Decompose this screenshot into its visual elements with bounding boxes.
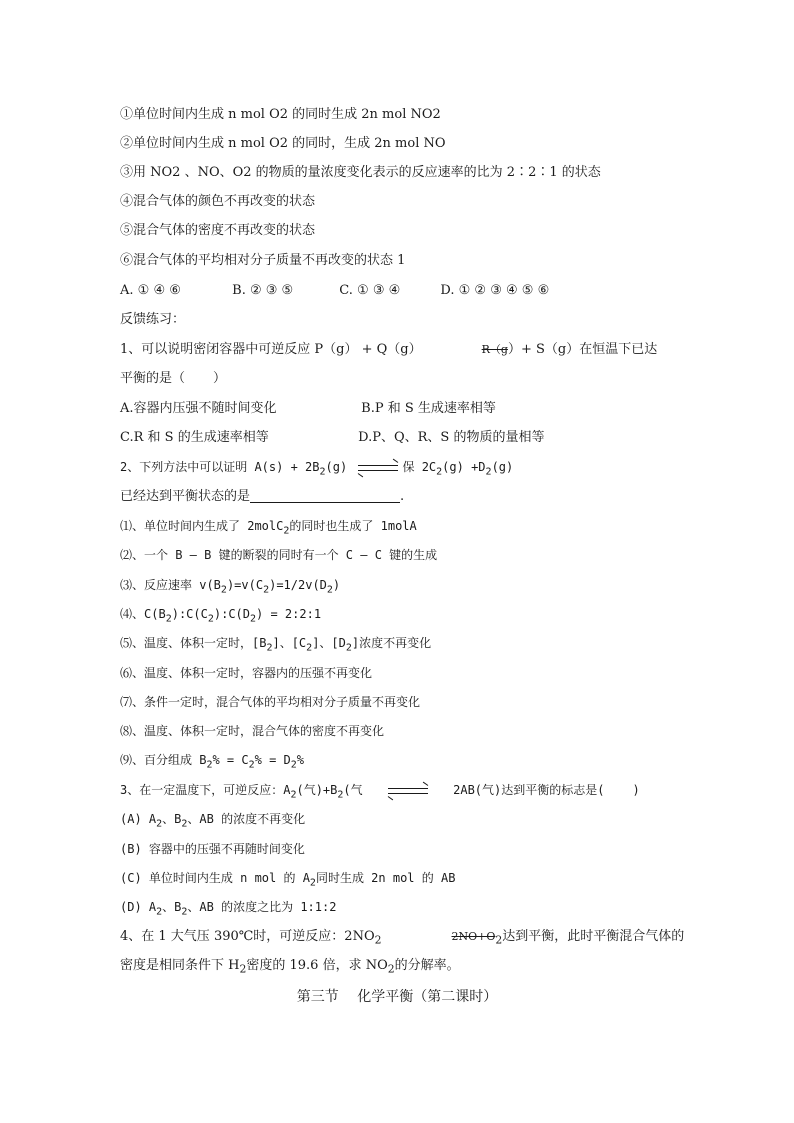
q1-arrow-text: R（g: [481, 343, 508, 356]
q3-option-c: (C) 单位时间内生成 n mol 的 $A_2$同时生成 2n mol 的 AB: [120, 871, 456, 889]
q1-option-c: C.R 和 S 的生成速率相等: [120, 430, 269, 445]
q1-option-a: A.容器内压强不随时间变化: [120, 401, 277, 416]
answer-blank: [250, 489, 400, 503]
choice-c: C. ① ③ ④: [339, 283, 401, 298]
item-4: ④混合气体的颜色不再改变的状态: [120, 194, 316, 209]
q2-s1: ⑴、单位时间内生成了 2molC$_2$的同时也生成了 1molA: [120, 519, 417, 537]
q2-s6: ⑹、温度、体积一定时，容器内的压强不再变化: [120, 666, 373, 680]
equilibrium-arrow-icon: [388, 785, 428, 797]
q2-s4: ⑷、$C(B_2):C(C_2):C(D_2)$ = 2:2:1: [120, 607, 322, 625]
q1-option-b: B.P 和 S 生成速率相等: [361, 401, 496, 416]
q3-option-a: (A) $A_2$、$B_2$、AB 的浓度不再变化: [120, 812, 306, 830]
item-5: ⑤混合气体的密度不再改变的状态: [120, 223, 316, 238]
q1-stem: 1、可以说明密闭容器中可逆反应 P（g） + Q（g） R（g）+ S（g）在恒温下已达: [120, 342, 658, 357]
q2-stem: 2、下列方法中可以证明 $A(s) + 2B_2(g)$ 保 $2C_2(g) +D_2(g)$: [120, 460, 514, 478]
item-6: ⑥混合气体的平均相对分子质量不再改变的状态 1: [120, 253, 406, 268]
q2-s8: ⑻、温度、体积一定时，混合气体的密度不再变化: [120, 724, 385, 738]
equilibrium-arrow-icon: [358, 462, 398, 474]
q1-stem-2: 平衡的是（ ）: [120, 371, 227, 386]
q4-stem-2: 密度是相同条件下 $H_2$密度的 19.6 倍，求 $NO_2$的分解率。: [120, 958, 460, 976]
choice-d: D. ① ② ③ ④ ⑤ ⑥: [440, 283, 550, 298]
q2-s7: ⑺、条件一定时，混合气体的平均相对分子质量不再变化: [120, 695, 421, 709]
section-title: 第三节 化学平衡（第二课时）: [296, 989, 498, 1005]
q4-stem: 4、在 1 大气压 390℃时，可逆反应：$2NO_2$ $2NO+O_2$达到平衡，此时平衡混合气体的: [120, 929, 685, 947]
q1-options-row1: [120, 400, 496, 418]
q3-option-d: (D) $A_2$、$B_2$、AB 的浓度之比为 1:1:2: [120, 900, 337, 918]
item-3: ③用 NO2 、NO、O2 的物质的量浓度变化表示的反应速率的比为 2∶2∶1 的状态: [120, 165, 601, 180]
q2-s5: ⑸、温度、体积一定时，$[B_2]$、$[C_2]$、$[D_2]$浓度不再变化: [120, 636, 432, 654]
q3-stem: 3、在一定温度下，可逆反应：$A_2$(气)$+B_2$(气 2AB(气)达到平衡的标志是( ): [120, 783, 640, 801]
q4-arrow-text: 2NO+O: [451, 930, 496, 943]
choice-b: B. ② ③ ⑤: [232, 283, 294, 298]
q2-s3: ⑶、反应速率 $v(B_2)=v(C_2)=1/2v(D_2)$: [120, 578, 341, 596]
feedback-heading: 反馈练习：: [120, 312, 186, 327]
q1-options-row2: [120, 429, 544, 447]
choice-a: A. ① ④ ⑥: [120, 283, 181, 298]
q2-stem-2: 已经达到平衡状态的是 .: [120, 489, 405, 504]
item-1: ①单位时间内生成 n mol O2 的同时生成 2n mol NO2: [120, 107, 441, 122]
q2-s2: ⑵、一个 B — B 键的断裂的同时有一个 C — C 键的生成: [120, 548, 438, 562]
item-2: ②单位时间内生成 n mol O2 的同时，生成 2n mol NO: [120, 136, 446, 151]
q2-s9: ⑼、百分组成 $B_2\% = C_2\% = D_2\%$: [120, 753, 305, 771]
answer-choices: [120, 282, 549, 300]
q3-option-b: (B) 容器中的压强不再随时间变化: [120, 842, 305, 856]
q1-option-d: D.P、Q、R、S 的物质的量相等: [358, 430, 545, 445]
